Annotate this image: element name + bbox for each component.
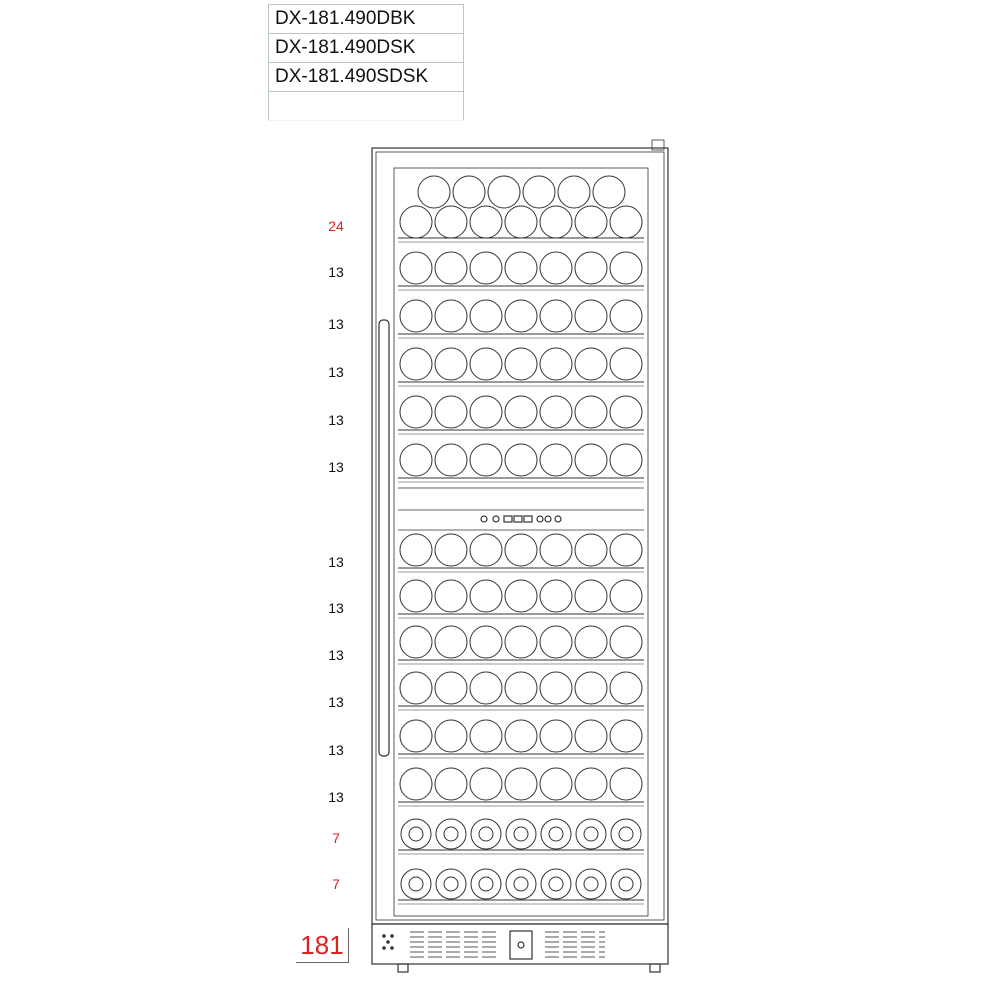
cabinet-base bbox=[372, 924, 668, 964]
bottle-neck-icon bbox=[444, 877, 458, 891]
shelf-10 bbox=[398, 672, 644, 710]
bottle-icon bbox=[435, 626, 467, 658]
bottle-icon bbox=[505, 672, 537, 704]
shelf-6 bbox=[398, 444, 644, 482]
bottle-icon bbox=[436, 819, 466, 849]
bottle-icon bbox=[470, 534, 502, 566]
bottle-icon bbox=[400, 252, 432, 284]
bottle-icon bbox=[400, 720, 432, 752]
bottle-icon bbox=[470, 444, 502, 476]
bottle-icon bbox=[610, 300, 642, 332]
shelf-count: 13 bbox=[328, 600, 344, 616]
shelf-count: 13 bbox=[328, 364, 344, 380]
control-button-icon bbox=[537, 516, 543, 522]
bottle-icon bbox=[400, 534, 432, 566]
foot bbox=[398, 964, 408, 972]
bottle-icon bbox=[575, 444, 607, 476]
display-icon bbox=[504, 516, 512, 522]
bottle-icon bbox=[505, 348, 537, 380]
bottle-icon bbox=[540, 396, 572, 428]
bottle-icon bbox=[610, 534, 642, 566]
bottle-icon bbox=[575, 768, 607, 800]
shelf-count: 7 bbox=[332, 830, 340, 846]
bottle-neck-icon bbox=[584, 877, 598, 891]
bottle-icon bbox=[401, 869, 431, 899]
bottle-icon bbox=[400, 626, 432, 658]
shelf-13 bbox=[398, 819, 644, 854]
shelf-count: 13 bbox=[328, 789, 344, 805]
shelf-count: 13 bbox=[328, 694, 344, 710]
bottle-icon bbox=[558, 176, 590, 208]
bottle-icon bbox=[470, 626, 502, 658]
shelves bbox=[398, 176, 644, 904]
bottle-icon bbox=[435, 444, 467, 476]
total-bottle-count: 181 bbox=[296, 928, 349, 963]
bottle-icon bbox=[575, 580, 607, 612]
bottle-icon bbox=[523, 176, 555, 208]
bottle-icon bbox=[470, 300, 502, 332]
shelf-count: 7 bbox=[332, 876, 340, 892]
bottle-icon bbox=[400, 444, 432, 476]
shelf-count: 13 bbox=[328, 459, 344, 475]
bottle-icon bbox=[610, 626, 642, 658]
bottle-icon bbox=[575, 300, 607, 332]
bottle-neck-icon bbox=[479, 827, 493, 841]
bottle-icon bbox=[505, 768, 537, 800]
control-button-icon bbox=[493, 516, 499, 522]
bottle-icon bbox=[610, 396, 642, 428]
bottle-icon bbox=[470, 252, 502, 284]
shelf-count: 13 bbox=[328, 264, 344, 280]
bottle-icon bbox=[435, 252, 467, 284]
bottle-icon bbox=[435, 534, 467, 566]
shelf-2 bbox=[398, 252, 644, 290]
bottle-icon bbox=[470, 396, 502, 428]
shelf-5 bbox=[398, 396, 644, 434]
bottle-icon bbox=[435, 720, 467, 752]
bottle-icon bbox=[540, 300, 572, 332]
display-icon bbox=[514, 516, 522, 522]
bottle-icon bbox=[593, 176, 625, 208]
model-name: DX-181.490DSK bbox=[269, 34, 464, 63]
bottle-icon bbox=[575, 206, 607, 238]
bottle-icon bbox=[610, 580, 642, 612]
bottle-icon bbox=[540, 720, 572, 752]
bottle-icon bbox=[575, 396, 607, 428]
bottle-icon bbox=[611, 869, 641, 899]
bottle-neck-icon bbox=[514, 827, 528, 841]
bottle-icon bbox=[435, 206, 467, 238]
bottle-icon bbox=[540, 626, 572, 658]
bottle-neck-icon bbox=[549, 877, 563, 891]
bottle-icon bbox=[575, 626, 607, 658]
bottle-icon bbox=[610, 768, 642, 800]
shelf-3 bbox=[398, 300, 644, 338]
bottle-icon bbox=[610, 672, 642, 704]
bottle-icon bbox=[435, 768, 467, 800]
bottle-icon bbox=[470, 672, 502, 704]
bottle-icon bbox=[540, 580, 572, 612]
bottle-icon bbox=[505, 534, 537, 566]
bottle-icon bbox=[400, 672, 432, 704]
shelf-12 bbox=[398, 768, 644, 806]
bottle-icon bbox=[418, 176, 450, 208]
foot bbox=[650, 964, 660, 972]
bottle-icon bbox=[435, 300, 467, 332]
bottle-neck-icon bbox=[409, 877, 423, 891]
bottle-icon bbox=[505, 206, 537, 238]
shelf-count: 13 bbox=[328, 647, 344, 663]
bottle-icon bbox=[506, 819, 536, 849]
bottle-icon bbox=[436, 869, 466, 899]
lock-icon bbox=[510, 931, 532, 959]
bottle-icon bbox=[400, 206, 432, 238]
shelf-count: 13 bbox=[328, 554, 344, 570]
bottle-icon bbox=[400, 300, 432, 332]
bottle-icon bbox=[576, 869, 606, 899]
bottle-icon bbox=[505, 626, 537, 658]
lock-keyhole-icon bbox=[518, 942, 524, 948]
bottle-neck-icon bbox=[514, 877, 528, 891]
shelf-count: 24 bbox=[328, 218, 344, 234]
bottle-icon bbox=[506, 869, 536, 899]
bottle-icon bbox=[470, 206, 502, 238]
bottle-neck-icon bbox=[549, 827, 563, 841]
control-panel bbox=[481, 516, 561, 522]
door-handle bbox=[379, 320, 389, 756]
bottle-neck-icon bbox=[444, 827, 458, 841]
shelf-14 bbox=[398, 869, 644, 904]
shelf-7 bbox=[398, 534, 644, 572]
bottle-icon bbox=[435, 580, 467, 612]
bottle-icon bbox=[435, 348, 467, 380]
bottle-icon bbox=[575, 672, 607, 704]
bottle-neck-icon bbox=[584, 827, 598, 841]
bottle-icon bbox=[400, 348, 432, 380]
bottle-icon bbox=[435, 396, 467, 428]
shelf-count: 13 bbox=[328, 742, 344, 758]
bottle-icon bbox=[540, 252, 572, 284]
shelf-4 bbox=[398, 348, 644, 386]
shelf-1 bbox=[398, 176, 644, 242]
bottle-icon bbox=[540, 206, 572, 238]
bottle-icon bbox=[540, 348, 572, 380]
bottle-icon bbox=[505, 720, 537, 752]
bottle-icon bbox=[540, 534, 572, 566]
bottle-icon bbox=[611, 819, 641, 849]
control-button-icon bbox=[481, 516, 487, 522]
bottle-icon bbox=[470, 580, 502, 612]
shelf-11 bbox=[398, 720, 644, 758]
bottle-icon bbox=[540, 444, 572, 476]
glass-door-frame bbox=[394, 168, 648, 916]
bottle-neck-icon bbox=[479, 877, 493, 891]
control-button-icon bbox=[555, 516, 561, 522]
bottle-icon bbox=[470, 768, 502, 800]
bottle-icon bbox=[488, 176, 520, 208]
bottle-neck-icon bbox=[409, 827, 423, 841]
display-icon bbox=[524, 516, 532, 522]
bottle-icon bbox=[575, 720, 607, 752]
shelf-9 bbox=[398, 626, 644, 664]
bottle-icon bbox=[505, 444, 537, 476]
cabinet-outline bbox=[372, 148, 668, 924]
bottle-icon bbox=[610, 720, 642, 752]
bottle-icon bbox=[435, 672, 467, 704]
bottle-icon bbox=[540, 768, 572, 800]
bottle-icon bbox=[541, 819, 571, 849]
model-name: DX-181.490DBK bbox=[269, 5, 464, 34]
cabinet-inner-frame bbox=[376, 152, 664, 920]
ventilation-grille bbox=[410, 932, 605, 957]
control-button-icon bbox=[545, 516, 551, 522]
bottle-icon bbox=[541, 869, 571, 899]
bottle-icon bbox=[505, 580, 537, 612]
model-name: DX-181.490SDSK bbox=[269, 63, 464, 92]
bottle-icon bbox=[400, 768, 432, 800]
shelf-count: 13 bbox=[328, 316, 344, 332]
bottle-icon bbox=[610, 206, 642, 238]
bottle-icon bbox=[471, 869, 501, 899]
bottle-neck-icon bbox=[619, 827, 633, 841]
bottle-icon bbox=[470, 348, 502, 380]
bottle-neck-icon bbox=[619, 877, 633, 891]
bottle-icon bbox=[610, 348, 642, 380]
bottle-icon bbox=[505, 300, 537, 332]
bottle-icon bbox=[610, 444, 642, 476]
bottle-icon bbox=[575, 348, 607, 380]
base-dots bbox=[382, 934, 394, 950]
bottle-icon bbox=[610, 252, 642, 284]
bottle-icon bbox=[471, 819, 501, 849]
shelf-count: 13 bbox=[328, 412, 344, 428]
shelf-8 bbox=[398, 580, 644, 618]
bottle-icon bbox=[400, 396, 432, 428]
bottle-icon bbox=[576, 819, 606, 849]
bottle-icon bbox=[400, 580, 432, 612]
bottle-icon bbox=[401, 819, 431, 849]
bottle-icon bbox=[505, 252, 537, 284]
bottle-icon bbox=[470, 720, 502, 752]
bottle-icon bbox=[575, 534, 607, 566]
bottle-icon bbox=[453, 176, 485, 208]
bottle-icon bbox=[540, 672, 572, 704]
bottle-icon bbox=[505, 396, 537, 428]
bottle-icon bbox=[575, 252, 607, 284]
